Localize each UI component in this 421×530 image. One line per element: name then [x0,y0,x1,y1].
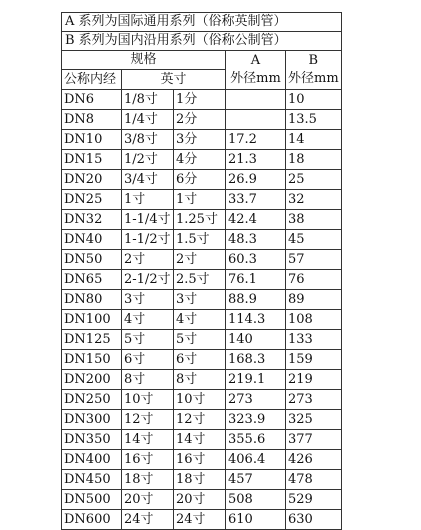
note-b: B 系列为国内沿用系列（俗称公制管） [62,32,342,51]
cell-inch: 4寸 [122,310,174,330]
cell-inch: 2寸 [122,250,174,270]
cell-a: 406.4 [226,450,286,470]
header-b-letter: B [308,53,319,68]
cell-dn: DN80 [62,290,122,310]
cell-b: 76 [286,270,342,290]
cell-b: 25 [286,170,342,190]
table-row [62,390,342,410]
cell-b: 108 [286,310,342,330]
cell-b: 14 [286,130,342,150]
cell-dn: DN32 [62,210,122,230]
cell-b: 13.5 [286,110,342,130]
header-b [286,51,342,90]
cell-a: 168.3 [226,350,286,370]
cell-fen: 3分 [174,130,226,150]
header-a [226,51,286,90]
cell-a: 60.3 [226,250,286,270]
cell-inch: 12寸 [122,410,174,430]
header-b-label: 外径mm [288,71,339,86]
cell-dn: DN50 [62,250,122,270]
cell-b: 219 [286,370,342,390]
table-row [62,210,342,230]
cell-fen: 12寸 [174,410,226,430]
cell-fen: 2.5寸 [174,270,226,290]
cell-fen: 4分 [174,150,226,170]
cell-a: 33.7 [226,190,286,210]
table-row [62,270,342,290]
cell-dn: DN15 [62,150,122,170]
header-spec: 规格 [62,51,226,70]
cell-b: 159 [286,350,342,370]
cell-dn: DN400 [62,450,122,470]
table-row [62,130,342,150]
cell-b: 325 [286,410,342,430]
table-row [62,190,342,210]
pipe-spec-table-container [61,12,342,530]
cell-b: 377 [286,430,342,450]
cell-a: 21.3 [226,150,286,170]
cell-dn: DN450 [62,470,122,490]
table-row [62,330,342,350]
cell-dn: DN65 [62,270,122,290]
cell-fen: 4寸 [174,310,226,330]
cell-fen: 8寸 [174,370,226,390]
cell-inch: 20寸 [122,490,174,510]
cell-b: 45 [286,230,342,250]
header-nominal: 公称内经 [62,70,122,90]
table-row [62,510,342,530]
cell-a: 17.2 [226,130,286,150]
cell-a: 508 [226,490,286,510]
pipe-spec-table [61,12,342,530]
cell-dn: DN6 [62,90,122,110]
cell-a: 26.9 [226,170,286,190]
cell-inch: 1/8寸 [122,90,174,110]
table-row [62,250,342,270]
cell-a: 140 [226,330,286,350]
cell-a: 219.1 [226,370,286,390]
header-inch: 英寸 [122,70,226,90]
cell-inch: 3寸 [122,290,174,310]
cell-b: 273 [286,390,342,410]
cell-inch: 8寸 [122,370,174,390]
cell-inch: 16寸 [122,450,174,470]
cell-b: 630 [286,510,342,530]
cell-inch: 10寸 [122,390,174,410]
cell-dn: DN300 [62,410,122,430]
header-row-1 [62,51,342,70]
cell-inch: 6寸 [122,350,174,370]
cell-dn: DN40 [62,230,122,250]
cell-inch: 18寸 [122,470,174,490]
cell-dn: DN250 [62,390,122,410]
table-row [62,430,342,450]
cell-a [226,110,286,130]
cell-dn: DN100 [62,310,122,330]
cell-a: 76.1 [226,270,286,290]
cell-dn: DN125 [62,330,122,350]
cell-fen: 5寸 [174,330,226,350]
header-a-letter: A [250,53,261,68]
cell-a: 610 [226,510,286,530]
cell-fen: 2分 [174,110,226,130]
cell-dn: DN20 [62,170,122,190]
cell-dn: DN10 [62,130,122,150]
cell-dn: DN350 [62,430,122,450]
cell-b: 38 [286,210,342,230]
cell-a: 355.6 [226,430,286,450]
table-row [62,170,342,190]
cell-inch: 14寸 [122,430,174,450]
table-row [62,470,342,490]
cell-fen: 16寸 [174,450,226,470]
table-row [62,90,342,110]
cell-fen: 6分 [174,170,226,190]
table-row [62,350,342,370]
cell-inch: 1寸 [122,190,174,210]
table-row [62,450,342,470]
cell-b: 426 [286,450,342,470]
cell-dn: DN8 [62,110,122,130]
cell-fen: 2寸 [174,250,226,270]
cell-inch: 3/4寸 [122,170,174,190]
table-row [62,150,342,170]
table-row [62,310,342,330]
cell-b: 89 [286,290,342,310]
cell-dn: DN150 [62,350,122,370]
header-a-label: 外径mm [230,71,281,86]
cell-a: 88.9 [226,290,286,310]
note-row-a [62,13,342,32]
cell-b: 133 [286,330,342,350]
cell-fen: 14寸 [174,430,226,450]
cell-a: 273 [226,390,286,410]
cell-dn: DN200 [62,370,122,390]
cell-fen: 10寸 [174,390,226,410]
cell-a: 323.9 [226,410,286,430]
note-a: A 系列为国际通用系列（俗称英制管） [62,13,342,32]
cell-dn: DN25 [62,190,122,210]
cell-fen: 1.5寸 [174,230,226,250]
table-row [62,230,342,250]
cell-fen: 3寸 [174,290,226,310]
note-row-b [62,32,342,51]
cell-dn: DN500 [62,490,122,510]
cell-a: 42.4 [226,210,286,230]
cell-fen: 20寸 [174,490,226,510]
cell-b: 478 [286,470,342,490]
cell-inch: 1/2寸 [122,150,174,170]
cell-a: 48.3 [226,230,286,250]
cell-fen: 1寸 [174,190,226,210]
cell-a [226,90,286,110]
cell-fen: 6寸 [174,350,226,370]
cell-fen: 1.25寸 [174,210,226,230]
cell-inch: 2-1/2寸 [122,270,174,290]
cell-fen: 1分 [174,90,226,110]
cell-b: 18 [286,150,342,170]
table-row [62,370,342,390]
cell-fen: 18寸 [174,470,226,490]
table-row [62,490,342,510]
cell-inch: 1-1/4寸 [122,210,174,230]
cell-b: 57 [286,250,342,270]
table-row [62,410,342,430]
cell-a: 114.3 [226,310,286,330]
cell-fen: 24寸 [174,510,226,530]
cell-b: 10 [286,90,342,110]
cell-inch: 5寸 [122,330,174,350]
cell-dn: DN600 [62,510,122,530]
cell-b: 529 [286,490,342,510]
cell-inch: 1/4寸 [122,110,174,130]
cell-b: 32 [286,190,342,210]
table-row [62,110,342,130]
table-row [62,290,342,310]
cell-inch: 1-1/2寸 [122,230,174,250]
cell-a: 457 [226,470,286,490]
cell-inch: 24寸 [122,510,174,530]
cell-inch: 3/8寸 [122,130,174,150]
